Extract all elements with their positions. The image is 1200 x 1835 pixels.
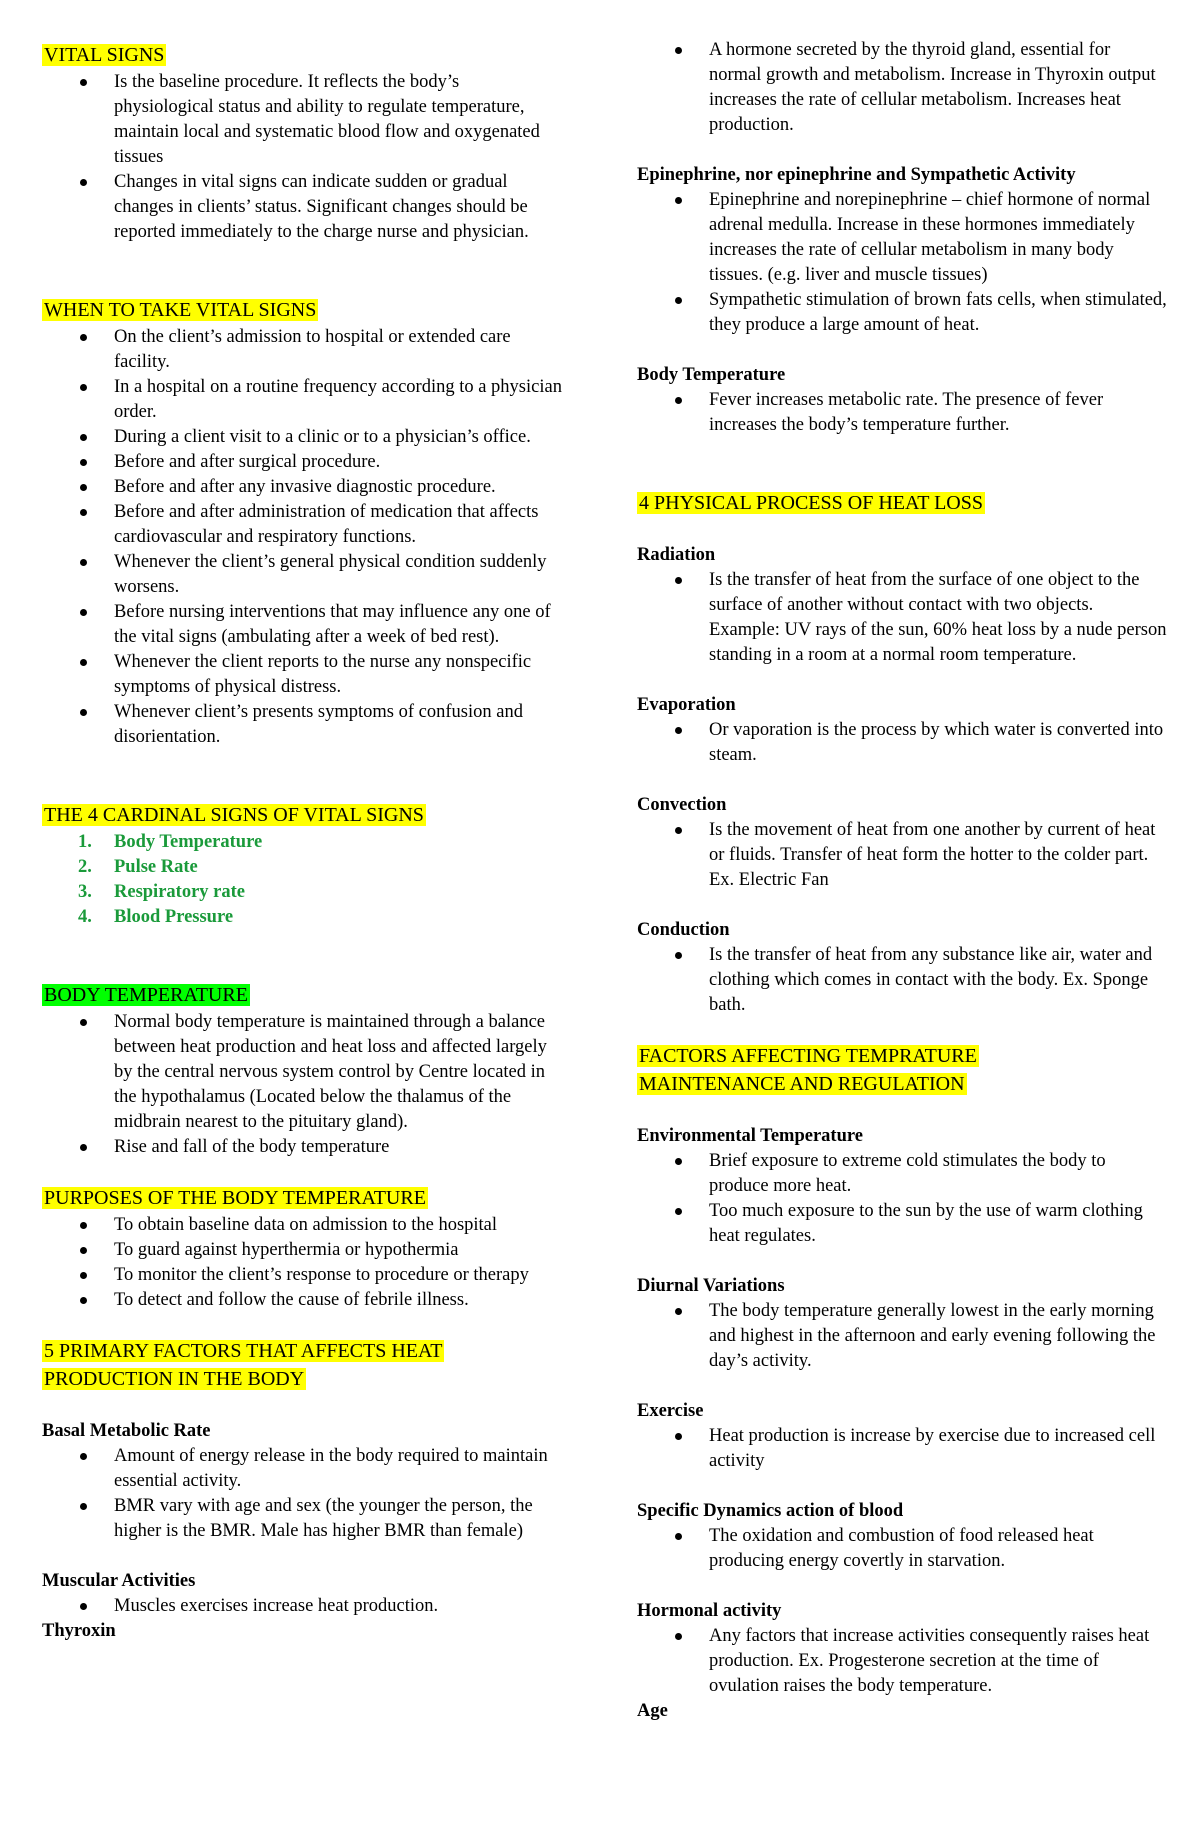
list-item: Fever increases metabolic rate. The presence of fever increases the body’s temperature further. [709, 388, 1167, 438]
subheading-evaporation: Evaporation [637, 695, 736, 715]
list-item: A hormone secreted by the thyroid gland, essential for normal growth and metabolism. Increase in Thyroxin output increases the rate of cellular metabolism. Increases heat production. [709, 38, 1167, 138]
list-item: Any factors that increase activities consequently raises heat production. Ex. Progesterone secretion at the time of ovulation raises the body temperature. [709, 1624, 1167, 1699]
list-item: On the client’s admission to hospital or extended care facility. [114, 325, 562, 375]
list-item: Changes in vital signs can indicate sudden or gradual changes in clients’ status. Significant changes should be reported immediately to the charge nurse and physician. [114, 170, 562, 245]
heading-primary-factors-line1: 5 PRIMARY FACTORS THAT AFFECTS HEAT [44, 1340, 443, 1362]
list-item-text: Pulse Rate [114, 857, 198, 877]
list-number: 3. [78, 882, 92, 902]
conduction-list [637, 943, 1167, 1018]
list-item: BMR vary with age and sex (the younger the person, the higher is the BMR. Male has higher BMR than female) [114, 1494, 562, 1544]
specific-dynamics-list [637, 1524, 1167, 1574]
list-item: To guard against hyperthermia or hypothermia [114, 1238, 562, 1263]
heading-primary-factors-line2: PRODUCTION IN THE BODY [44, 1368, 305, 1390]
list-item: Normal body temperature is maintained through a balance between heat production and heat loss and affected largely by the central nervous system control by Centre located in the hypothalamus (Located below the thalamus of the midbrain nearest to the pituitary gland). [114, 1010, 562, 1135]
subheading-convection: Convection [637, 795, 727, 815]
subheading-environmental: Environmental Temperature [637, 1126, 863, 1146]
list-item: Is the baseline procedure. It reflects the body’s physiological status and ability to regulate temperature, maintain local and systematic blood flow and oxygenated tissues [114, 70, 562, 170]
list-item: Before and after surgical procedure. [114, 450, 562, 475]
subheading-bmr: Basal Metabolic Rate [42, 1421, 211, 1441]
list-item: To monitor the client’s response to procedure or therapy [114, 1263, 562, 1288]
purposes-list [42, 1213, 562, 1313]
list-item-text: Respiratory rate [114, 882, 245, 902]
subheading-thyroxin: Thyroxin [42, 1621, 116, 1641]
exercise-list [637, 1424, 1167, 1474]
heading-factors-line1: FACTORS AFFECTING TEMPRATURE [639, 1045, 977, 1067]
list-item: The body temperature generally lowest in the early morning and highest in the afternoon and early evening following the day’s activity. [709, 1299, 1167, 1374]
list-number: 1. [78, 832, 92, 852]
list-item: Whenever the client reports to the nurse any nonspecific symptoms of physical distress. [114, 650, 562, 700]
diurnal-list [637, 1299, 1167, 1374]
list-item: The oxidation and combustion of food released heat producing energy covertly in starvation. [709, 1524, 1167, 1574]
subheading-hormonal: Hormonal activity [637, 1601, 782, 1621]
list-item [78, 830, 562, 855]
list-item [78, 880, 562, 905]
list-item: To obtain baseline data on admission to the hospital [114, 1213, 562, 1238]
hormonal-list [637, 1624, 1167, 1699]
muscular-list [42, 1594, 562, 1619]
subheading-radiation: Radiation [637, 545, 716, 565]
list-item: During a client visit to a clinic or to a physician’s office. [114, 425, 562, 450]
list-item: Before nursing interventions that may influence any one of the vital signs (ambulating after a week of bed rest). [114, 600, 562, 650]
list-item: Or vaporation is the process by which water is converted into steam. [709, 718, 1167, 768]
subheading-epinephrine: Epinephrine, nor epinephrine and Sympathetic Activity [637, 165, 1076, 185]
list-item: Is the transfer of heat from any substance like air, water and clothing which comes in contact with the body. Ex. Sponge bath. [709, 943, 1167, 1018]
list-item [78, 855, 562, 880]
radiation-list [637, 568, 1167, 668]
list-item: Whenever client’s presents symptoms of confusion and disorientation. [114, 700, 562, 750]
subheading-conduction: Conduction [637, 920, 730, 940]
list-item: Before and after administration of medication that affects cardiovascular and respiratory functions. [114, 500, 562, 550]
heading-vital-signs: VITAL SIGNS [44, 44, 165, 66]
list-item: Muscles exercises increase heat production. [114, 1594, 562, 1619]
heading-heat-loss: 4 PHYSICAL PROCESS OF HEAT LOSS [639, 492, 983, 514]
list-item: Epinephrine and norepinephrine – chief hormone of normal adrenal medulla. Increase in these hormones immediately increases the rate of cellular metabolism in many body tissues. (e.g. liver and muscle tissues) [709, 188, 1167, 288]
list-item: Whenever the client’s general physical condition suddenly worsens. [114, 550, 562, 600]
subheading-specific-dynamics: Specific Dynamics action of blood [637, 1501, 904, 1521]
list-item: To detect and follow the cause of febrile illness. [114, 1288, 562, 1313]
list-item: Amount of energy release in the body required to maintain essential activity. [114, 1444, 562, 1494]
heading-body-temperature: BODY TEMPERATURE [44, 984, 248, 1006]
list-item [78, 905, 562, 930]
environmental-list [637, 1149, 1167, 1249]
list-item: Before and after any invasive diagnostic procedure. [114, 475, 562, 500]
body-temperature-list [42, 1010, 562, 1160]
cardinal-signs-list [42, 830, 562, 930]
convection-list [637, 818, 1167, 893]
subheading-age: Age [637, 1701, 668, 1721]
list-item: Too much exposure to the sun by the use of warm clothing heat regulates. [709, 1199, 1167, 1249]
subheading-exercise: Exercise [637, 1401, 704, 1421]
list-item: Brief exposure to extreme cold stimulates the body to produce more heat. [709, 1149, 1167, 1199]
left-column [42, 42, 562, 1644]
evaporation-list [637, 718, 1167, 768]
list-number: 4. [78, 907, 92, 927]
list-item: Heat production is increase by exercise due to increased cell activity [709, 1424, 1167, 1474]
list-item: Is the transfer of heat from the surface of one object to the surface of another without contact with two objects. Example: UV rays of the sun, 60% heat loss by a nude person standing in a room at a normal room temperature. [709, 568, 1167, 668]
thyroxin-list [637, 38, 1167, 138]
when-to-take-list [42, 325, 562, 750]
epinephrine-list [637, 188, 1167, 338]
heading-when-to-take: WHEN TO TAKE VITAL SIGNS [44, 299, 317, 321]
list-item: Is the movement of heat from one another by current of heat or fluids. Transfer of heat form the hotter to the colder part. Ex. Electric Fan [709, 818, 1167, 893]
list-item: Sympathetic stimulation of brown fats cells, when stimulated, they produce a large amount of heat. [709, 288, 1167, 338]
fever-list [637, 388, 1167, 438]
right-column [637, 38, 1167, 1724]
heading-purposes: PURPOSES OF THE BODY TEMPERATURE [44, 1187, 426, 1209]
subheading-diurnal: Diurnal Variations [637, 1276, 785, 1296]
list-item-text: Body Temperature [114, 832, 263, 852]
heading-factors-line2: MAINTENANCE AND REGULATION [639, 1073, 965, 1095]
list-item: In a hospital on a routine frequency according to a physician order. [114, 375, 562, 425]
subheading-muscular: Muscular Activities [42, 1571, 196, 1591]
bmr-list [42, 1444, 562, 1544]
heading-cardinal-signs: THE 4 CARDINAL SIGNS OF VITAL SIGNS [44, 804, 424, 826]
subheading-body-temperature: Body Temperature [637, 365, 786, 385]
list-item: Rise and fall of the body temperature [114, 1135, 562, 1160]
vital-signs-list [42, 70, 562, 245]
list-number: 2. [78, 857, 92, 877]
list-item-text: Blood Pressure [114, 907, 234, 927]
